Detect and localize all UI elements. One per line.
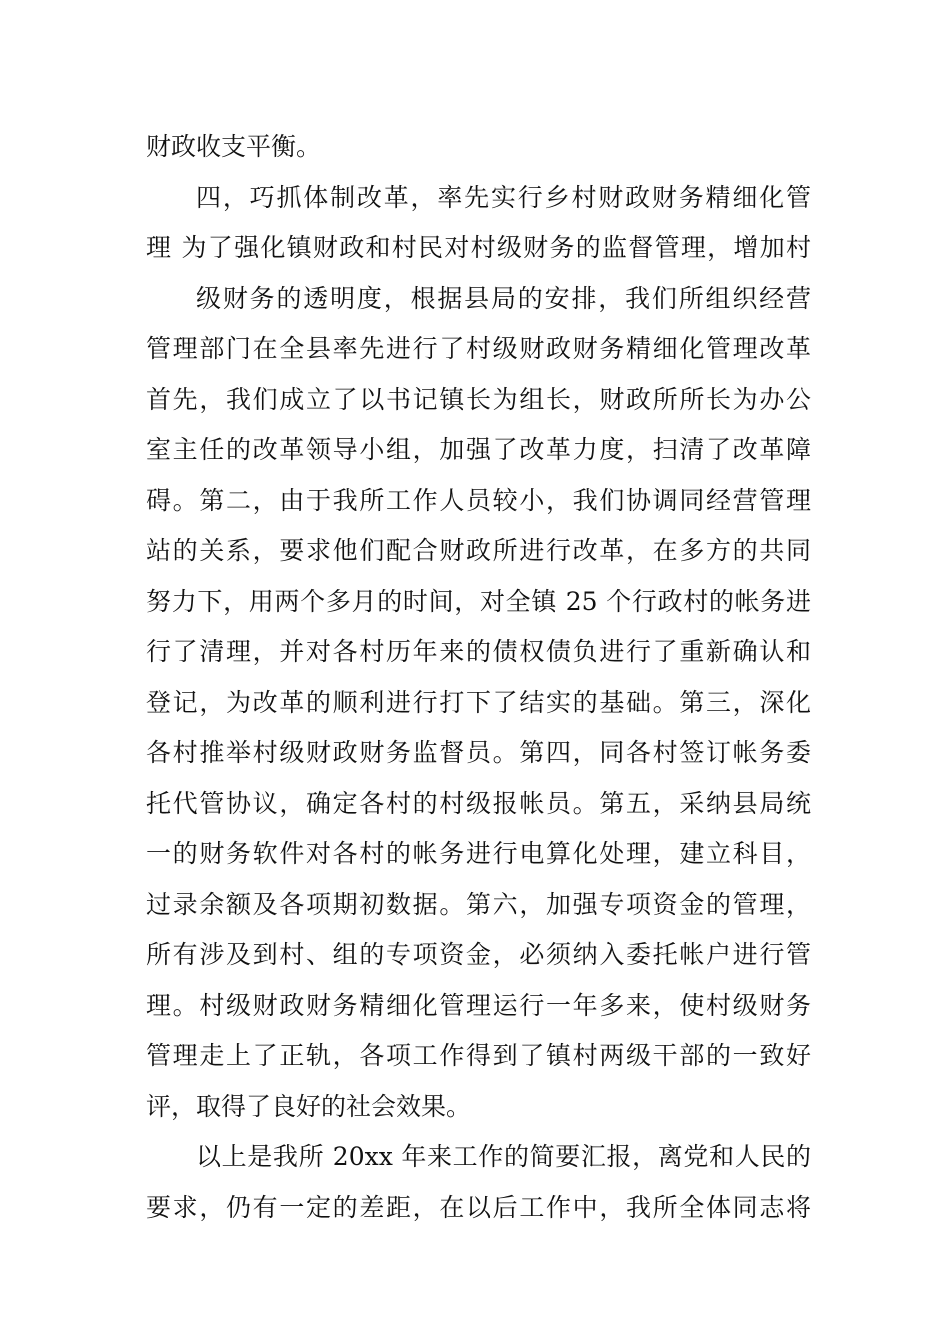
text-line: 碍。第二，由于我所工作人员较小，我们协调同经营管理 — [146, 485, 811, 515]
text-line: 理。村级财政财务精细化管理运行一年多来，使村级财务 — [146, 990, 811, 1020]
text-line: 登记，为改革的顺利进行打下了结实的基础。第三，深化 — [146, 687, 811, 717]
text-line: 行了清理，并对各村历年来的债权债负进行了重新确认和 — [146, 637, 811, 666]
text-line: 站的关系，要求他们配合财政所进行改革，在多方的共同 — [146, 536, 811, 565]
text-line: 首先，我们成立了以书记镇长为组长，财政所所长为办公 — [146, 384, 811, 414]
text-line: 努力下，用两个多月的时间，对全镇 25 个行政村的帐务进 — [146, 586, 811, 616]
text-line: 过录余额及各项期初数据。第六，加强专项资金的管理， — [146, 889, 811, 919]
text-line: 理 为了强化镇财政和村民对村级财务的监督管理，增加村 — [146, 233, 811, 262]
text-line: 评，取得了良好的社会效果。 — [146, 1091, 472, 1121]
text-line: 一的财务软件对各村的帐务进行电算化处理，建立科目， — [146, 839, 811, 868]
text-line: 级财务的透明度，根据县局的安排，我们所组织经营 — [196, 283, 811, 313]
text-line: 以上是我所 20xx 年来工作的简要汇报，离党和人民的 — [196, 1142, 811, 1171]
body-text — [146, 122, 811, 1233]
text-line: 管理走上了正轨，各项工作得到了镇村两级干部的一致好 — [146, 1041, 811, 1070]
text-line: 室主任的改革领导小组，加强了改革力度，扫清了改革障 — [146, 435, 811, 464]
text-line: 管理部门在全县率先进行了村级财政财务精细化管理改革 — [146, 334, 811, 363]
text-line: 财政收支平衡。 — [146, 132, 322, 161]
text-line: 所有涉及到村、组的专项资金，必须纳入委托帐户进行管 — [146, 940, 811, 969]
text-line: 托代管协议，确定各村的村级报帐员。第五，采纳县局统 — [146, 788, 811, 818]
text-line: 各村推举村级财政财务监督员。第四，同各村签订帐务委 — [146, 738, 811, 767]
text-line: 要求，仍有一定的差距，在以后工作中，我所全体同志将 — [146, 1192, 811, 1222]
text-line: 四，巧抓体制改革，率先实行乡村财政财务精细化管 — [196, 182, 811, 212]
